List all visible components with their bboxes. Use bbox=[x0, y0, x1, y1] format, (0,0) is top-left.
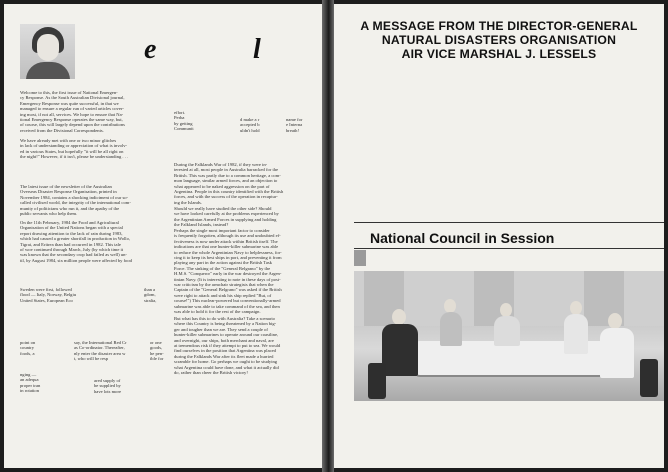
fragment-name: name for e Interna breath! bbox=[286, 117, 303, 133]
council-meeting-photo bbox=[354, 271, 664, 401]
director-portrait bbox=[20, 24, 75, 79]
section-rule-top bbox=[354, 222, 664, 223]
falklands-paragraph-3: Perhaps the single most important factor to consider is frequently forgotten, although its use and undoubted ef- fectiveness is now under attack within British itself. The indications are that one hunter-killer submarine was able to reduce the whole Argentinian Navy to helplessness, for- cing it to keep its best ships in port, and preventing it from playing any part in the action against the British Task Force. The sinking of the "General Belgrano" by the H.M.S. "Conqueror" early in the war destroyed the Argen- tinian Navy. (It is interesting to note in these days of post- war criticism by the armchair strategists that when the Captain of the "General Belgrano" was asked if the British were right to attack and sink his ship replied "But, of course!") This nuclear-powered but conventionally-armed submarine was able to take command of the sea, and then was able to hold it for the rest of the campaign. bbox=[174, 228, 282, 315]
fragment-point: point on country foods, a bbox=[20, 340, 36, 356]
section-title: National Council in Session bbox=[370, 230, 555, 246]
intro-glyph-e: e bbox=[144, 34, 157, 65]
fragment-make: d make a r accepted b uldn't hold bbox=[240, 117, 260, 133]
falklands-paragraph-1: During the Falklands War of 1982, if they were in- terested at all, most people in Australia barracked for the British. This was partly due to a common heritage, a com- mon language, similar armed forces, and an objection to what appeared to be naked aggression on the part of Argentina. People in this country identified with the British forces, and with the success of the operation in recaptur- ing the Islands. bbox=[174, 162, 284, 205]
right-page bbox=[334, 4, 664, 468]
section-rule-bottom bbox=[354, 248, 664, 249]
binding-gutter bbox=[322, 0, 334, 472]
intro-glyph-l: l bbox=[253, 34, 261, 65]
small-inset-photo bbox=[354, 250, 366, 266]
headline-line-2: NATURAL DISASTERS ORGANISATION bbox=[381, 33, 617, 47]
fragment-effort: effort. Perha by getting Communit bbox=[174, 110, 194, 132]
fragment-goods: or one goods, he pen- ible for bbox=[150, 340, 164, 362]
falklands-paragraph-4: But what has this to do with Australia? Take a scenario where this Country is being threatened by a Nation big- ger and tougher than we are. They send a couple of hunter-killer submarines to operate around our coastline, and overnight, our ships, both merchant and naval, are at tremendous risk if they attempt to put to sea. We would find ourselves in the position that Argentina was placed during the Falklands War after its fleet made a hurried scramble for home. Go perhaps we ought to be studying what Argentina could have done, and what it actually did do, rather than cheer the British victory! bbox=[174, 316, 281, 376]
fragment-adequate: nging — an adequa proper tran in rotation bbox=[20, 372, 41, 394]
intro-paragraph-2: We have already met with one or two minor glitches in lack of understanding or appreciation of what is involv- ed in various States, but hopefully "it will be all right on the night!" However, if it isn't, please be understanding . . . bbox=[20, 138, 129, 160]
fragment-kingdom: than a gdom, stralia, bbox=[144, 287, 157, 303]
falklands-paragraph-2: Should we really have studied the other side? Should we have looked carefully at the problems experienced by the Argentinian Armed Forces in supplying and holding the Falkland Islands, instead? bbox=[174, 206, 279, 228]
fao-paragraph: On the 11th February, 1984 the Food and Agricultural Organisation of the United Nations began with a special report drawing attention to the lack of rain during 1983, which had caused a greater shortfall in production in Wollo, Tigrai, and Eritrea than had occurred in 1982. This tale of woe continued through March, July (by which time it was known that the secondary crop had failed as well) un- til, by August 1984, six million people were affected by food bbox=[20, 220, 132, 263]
fragment-red-cross: say, the International Red Cr as Co-ordinator. Thereafter, nly enter the disaster area w t, who will be resp bbox=[74, 340, 127, 362]
aodro-paragraph: The latest issue of the newsletter of the Australian Overseas Disaster Response Organisation, printed in November 1984, contains a shocking indictment of our so- called civilised world, the integrity of the international com- munity of politicians who run it, and the apathy of the public servants who help them. bbox=[20, 184, 131, 217]
fragment-sweden: Sweden were first, followed flood — Italy, Norway, Belgiu United States, European Eco bbox=[20, 287, 77, 303]
fragment-supply: ared supply of be supplied by have lots more bbox=[94, 378, 122, 394]
headline-line-1: A MESSAGE FROM THE DIRECTOR-GENERAL bbox=[360, 19, 638, 33]
intro-paragraph-1: Welcome to this, the first issue of National Emergen- cy Response. As the South Australian Divisional journal, Emergency Response was quite successful, in that we managed to ensure a regular run of varied articles cover- ing most, if not all, services. We hope to ensure that Na- tional Emergency Response operates the same way, but, of course, this will largely depend upon the contributions received from the Divisional Correspondents. bbox=[20, 90, 125, 133]
headline-line-3: AIR VICE MARSHAL J. LESSELS bbox=[401, 47, 597, 61]
left-page bbox=[4, 4, 322, 468]
